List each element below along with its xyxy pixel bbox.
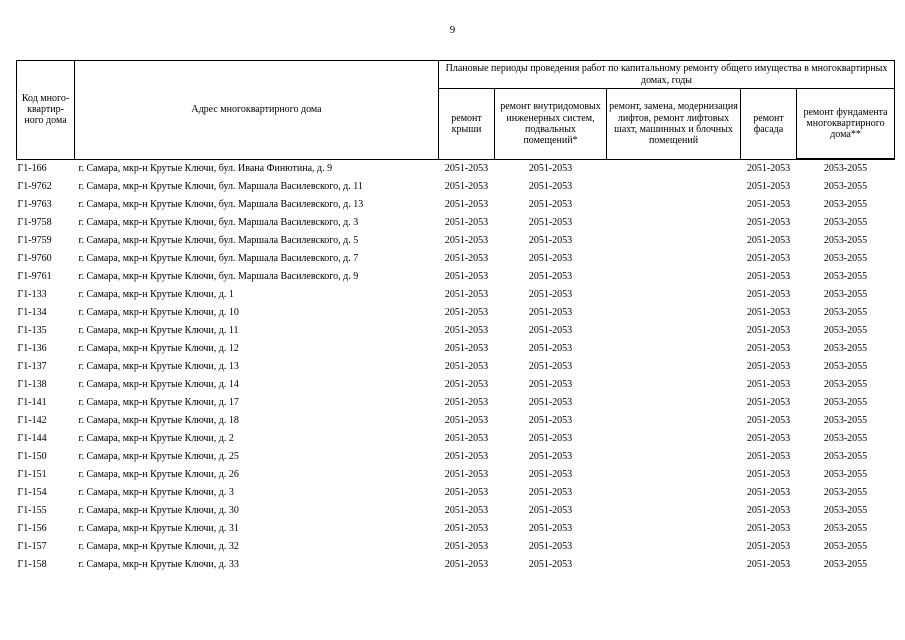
cell-roof: 2051-2053 — [444, 469, 489, 481]
cell-elevators — [607, 322, 741, 340]
cell-systems: 2051-2053 — [528, 199, 573, 211]
cell-foundation: 2053-2055 — [823, 397, 868, 409]
cell-code: Г1-154 — [17, 487, 47, 499]
table-row — [17, 159, 895, 178]
cell-elevators — [607, 304, 741, 322]
cell-systems: 2051-2053 — [528, 523, 573, 535]
table-row — [17, 466, 895, 484]
cell-address: г. Самара, мкр-н Крутые Ключи, д. 18 — [78, 415, 239, 427]
cell-roof: 2051-2053 — [444, 433, 489, 445]
cell-address: г. Самара, мкр-н Крутые Ключи, д. 17 — [78, 397, 239, 409]
cell-facade: 2051-2053 — [746, 505, 791, 517]
cell-code: Г1-150 — [17, 451, 47, 463]
cell-code: Г1-142 — [17, 415, 47, 427]
cell-code: Г1-157 — [17, 541, 47, 553]
cell-foundation: 2053-2055 — [823, 361, 868, 373]
cell-address: г. Самара, мкр-н Крутые Ключи, д. 31 — [78, 523, 239, 535]
cell-code: Г1-9763 — [17, 199, 52, 211]
cell-facade: 2051-2053 — [746, 343, 791, 355]
cell-roof: 2051-2053 — [444, 559, 489, 571]
cell-facade: 2051-2053 — [746, 361, 791, 373]
cell-facade: 2051-2053 — [746, 325, 791, 337]
table-row — [17, 304, 895, 322]
cell-facade: 2051-2053 — [746, 271, 791, 283]
cell-address: г. Самара, мкр-н Крутые Ключи, бул. Маршала Василевского, д. 3 — [78, 217, 359, 229]
cell-code: Г1-133 — [17, 289, 47, 301]
cell-elevators — [607, 394, 741, 412]
cell-facade: 2051-2053 — [746, 559, 791, 571]
cell-systems: 2051-2053 — [528, 487, 573, 499]
cell-address: г. Самара, мкр-н Крутые Ключи, д. 3 — [78, 487, 234, 499]
cell-foundation: 2053-2055 — [823, 541, 868, 553]
cell-systems: 2051-2053 — [528, 253, 573, 265]
cell-foundation: 2053-2055 — [823, 415, 868, 427]
cell-address: г. Самара, мкр-н Крутые Ключи, д. 13 — [78, 361, 239, 373]
cell-facade: 2051-2053 — [746, 451, 791, 463]
cell-roof: 2051-2053 — [444, 451, 489, 463]
cell-foundation: 2053-2055 — [823, 199, 868, 211]
cell-facade: 2051-2053 — [746, 163, 791, 175]
cell-facade: 2051-2053 — [746, 307, 791, 319]
cell-address: г. Самара, мкр-н Крутые Ключи, д. 12 — [78, 343, 239, 355]
table-row — [17, 394, 895, 412]
cell-roof: 2051-2053 — [444, 505, 489, 517]
header-roof: ремонт крыши — [439, 89, 495, 160]
cell-elevators — [607, 358, 741, 376]
cell-elevators — [607, 250, 741, 268]
cell-elevators — [607, 538, 741, 556]
cell-roof: 2051-2053 — [444, 397, 489, 409]
cell-code: Г1-9761 — [17, 271, 52, 283]
cell-roof: 2051-2053 — [444, 289, 489, 301]
cell-facade: 2051-2053 — [746, 379, 791, 391]
cell-systems: 2051-2053 — [528, 397, 573, 409]
cell-code: Г1-134 — [17, 307, 47, 319]
capital-repair-table — [16, 60, 895, 574]
cell-roof: 2051-2053 — [444, 181, 489, 193]
cell-elevators — [607, 430, 741, 448]
cell-systems: 2051-2053 — [528, 289, 573, 301]
cell-systems: 2051-2053 — [528, 559, 573, 571]
cell-foundation: 2053-2055 — [823, 253, 868, 265]
table-body — [17, 159, 895, 574]
cell-address: г. Самара, мкр-н Крутые Ключи, д. 2 — [78, 433, 234, 445]
table-row — [17, 376, 895, 394]
table-row — [17, 358, 895, 376]
cell-address: г. Самара, мкр-н Крутые Ключи, д. 32 — [78, 541, 239, 553]
cell-roof: 2051-2053 — [444, 271, 489, 283]
cell-roof: 2051-2053 — [444, 541, 489, 553]
cell-roof: 2051-2053 — [444, 343, 489, 355]
cell-elevators — [607, 268, 741, 286]
cell-code: Г1-9760 — [17, 253, 52, 265]
cell-code: Г1-137 — [17, 361, 47, 373]
cell-foundation: 2053-2055 — [823, 325, 868, 337]
cell-systems: 2051-2053 — [528, 235, 573, 247]
cell-roof: 2051-2053 — [444, 199, 489, 211]
cell-roof: 2051-2053 — [444, 487, 489, 499]
cell-systems: 2051-2053 — [528, 217, 573, 229]
cell-code: Г1-136 — [17, 343, 47, 355]
cell-systems: 2051-2053 — [528, 469, 573, 481]
cell-code: Г1-158 — [17, 559, 47, 571]
cell-code: Г1-141 — [17, 397, 47, 409]
table-row — [17, 322, 895, 340]
table-row — [17, 250, 895, 268]
cell-facade: 2051-2053 — [746, 397, 791, 409]
cell-foundation: 2053-2055 — [823, 307, 868, 319]
cell-foundation: 2053-2055 — [823, 217, 868, 229]
table-row — [17, 214, 895, 232]
cell-systems: 2051-2053 — [528, 451, 573, 463]
table-row — [17, 520, 895, 538]
cell-facade: 2051-2053 — [746, 541, 791, 553]
table-row — [17, 340, 895, 358]
page-number: 9 — [449, 24, 456, 36]
cell-systems: 2051-2053 — [528, 181, 573, 193]
cell-elevators — [607, 159, 741, 178]
cell-address: г. Самара, мкр-н Крутые Ключи, д. 30 — [78, 505, 239, 517]
cell-facade: 2051-2053 — [746, 469, 791, 481]
cell-roof: 2051-2053 — [444, 523, 489, 535]
cell-elevators — [607, 556, 741, 574]
table-row — [17, 484, 895, 502]
cell-systems: 2051-2053 — [528, 271, 573, 283]
cell-address: г. Самара, мкр-н Крутые Ключи, д. 11 — [78, 325, 239, 337]
table-row — [17, 286, 895, 304]
cell-systems: 2051-2053 — [528, 343, 573, 355]
header-elevators: ремонт, замена, модернизация лифтов, ремонт лифтовых шахт, машинных и блочных помещений — [607, 89, 741, 160]
header-foundation: ремонт фундамента многоквартирного дома** — [797, 89, 895, 160]
cell-roof: 2051-2053 — [444, 307, 489, 319]
header-address: Адрес многоквартирного дома — [75, 61, 439, 160]
cell-systems: 2051-2053 — [528, 163, 573, 175]
cell-elevators — [607, 214, 741, 232]
cell-elevators — [607, 484, 741, 502]
cell-roof: 2051-2053 — [444, 163, 489, 175]
header-systems: ремонт внутридомовых инженерных систем, подвальных помещений* — [495, 89, 607, 160]
cell-facade: 2051-2053 — [746, 199, 791, 211]
cell-facade: 2051-2053 — [746, 523, 791, 535]
cell-roof: 2051-2053 — [444, 253, 489, 265]
cell-code: Г1-166 — [17, 163, 47, 175]
cell-code: Г1-144 — [17, 433, 47, 445]
cell-roof: 2051-2053 — [444, 235, 489, 247]
cell-elevators — [607, 448, 741, 466]
cell-systems: 2051-2053 — [528, 505, 573, 517]
cell-foundation: 2053-2055 — [823, 235, 868, 247]
cell-facade: 2051-2053 — [746, 487, 791, 499]
table-row — [17, 178, 895, 196]
cell-systems: 2051-2053 — [528, 541, 573, 553]
cell-foundation: 2053-2055 — [823, 469, 868, 481]
cell-foundation: 2053-2055 — [823, 379, 868, 391]
cell-elevators — [607, 502, 741, 520]
cell-elevators — [607, 178, 741, 196]
cell-facade: 2051-2053 — [746, 415, 791, 427]
cell-code: Г1-9762 — [17, 181, 52, 193]
cell-code: Г1-151 — [17, 469, 47, 481]
cell-systems: 2051-2053 — [528, 433, 573, 445]
cell-facade: 2051-2053 — [746, 235, 791, 247]
cell-roof: 2051-2053 — [444, 217, 489, 229]
cell-address: г. Самара, мкр-н Крутые Ключи, д. 1 — [78, 289, 234, 301]
cell-foundation: 2053-2055 — [823, 559, 868, 571]
cell-elevators — [607, 196, 741, 214]
cell-elevators — [607, 340, 741, 358]
cell-foundation: 2053-2055 — [823, 523, 868, 535]
header-code: Код много-квартир-ного дома — [17, 61, 75, 160]
cell-address: г. Самара, мкр-н Крутые Ключи, д. 26 — [78, 469, 239, 481]
cell-address: г. Самара, мкр-н Крутые Ключи, бул. Ивана Финютина, д. 9 — [78, 163, 333, 175]
cell-code: Г1-9759 — [17, 235, 52, 247]
table-row — [17, 430, 895, 448]
cell-address: г. Самара, мкр-н Крутые Ключи, бул. Маршала Василевского, д. 9 — [78, 271, 359, 283]
cell-elevators — [607, 376, 741, 394]
cell-facade: 2051-2053 — [746, 181, 791, 193]
table-row — [17, 502, 895, 520]
cell-address: г. Самара, мкр-н Крутые Ключи, д. 14 — [78, 379, 239, 391]
cell-address: г. Самара, мкр-н Крутые Ключи, бул. Маршала Василевского, д. 7 — [78, 253, 359, 265]
table-row — [17, 268, 895, 286]
cell-facade: 2051-2053 — [746, 253, 791, 265]
cell-elevators — [607, 520, 741, 538]
cell-code: Г1-135 — [17, 325, 47, 337]
cell-foundation: 2053-2055 — [823, 181, 868, 193]
cell-code: Г1-155 — [17, 505, 47, 517]
cell-systems: 2051-2053 — [528, 325, 573, 337]
cell-elevators — [607, 466, 741, 484]
cell-elevators — [607, 412, 741, 430]
cell-address: г. Самара, мкр-н Крутые Ключи, д. 10 — [78, 307, 239, 319]
header-periods: Плановые периоды проведения работ по капитальному ремонту общего имущества в многоквартирных домах, годы — [439, 61, 895, 89]
cell-address: г. Самара, мкр-н Крутые Ключи, д. 25 — [78, 451, 239, 463]
cell-foundation: 2053-2055 — [823, 343, 868, 355]
cell-systems: 2051-2053 — [528, 361, 573, 373]
cell-elevators — [607, 286, 741, 304]
cell-address: г. Самара, мкр-н Крутые Ключи, бул. Маршала Василевского, д. 13 — [78, 199, 364, 211]
cell-roof: 2051-2053 — [444, 325, 489, 337]
cell-facade: 2051-2053 — [746, 217, 791, 229]
table-row — [17, 538, 895, 556]
cell-elevators — [607, 232, 741, 250]
cell-code: Г1-138 — [17, 379, 47, 391]
header-facade: ремонт фасада — [741, 89, 797, 160]
cell-systems: 2051-2053 — [528, 379, 573, 391]
cell-address: г. Самара, мкр-н Крутые Ключи, бул. Маршала Василевского, д. 5 — [78, 235, 359, 247]
cell-foundation: 2053-2055 — [823, 433, 868, 445]
cell-facade: 2051-2053 — [746, 289, 791, 301]
cell-roof: 2051-2053 — [444, 415, 489, 427]
cell-address: г. Самара, мкр-н Крутые Ключи, д. 33 — [78, 559, 239, 571]
cell-foundation: 2053-2055 — [823, 451, 868, 463]
cell-roof: 2051-2053 — [444, 361, 489, 373]
cell-foundation: 2053-2055 — [823, 289, 868, 301]
cell-systems: 2051-2053 — [528, 307, 573, 319]
cell-foundation: 2053-2055 — [823, 505, 868, 517]
table-row — [17, 556, 895, 574]
table-row — [17, 232, 895, 250]
cell-facade: 2051-2053 — [746, 433, 791, 445]
table-row — [17, 196, 895, 214]
cell-foundation: 2053-2055 — [823, 487, 868, 499]
cell-code: Г1-156 — [17, 523, 47, 535]
cell-foundation: 2053-2055 — [823, 271, 868, 283]
cell-address: г. Самара, мкр-н Крутые Ключи, бул. Маршала Василевского, д. 11 — [78, 181, 363, 193]
cell-foundation: 2053-2055 — [823, 163, 868, 175]
cell-code: Г1-9758 — [17, 217, 52, 229]
table-row — [17, 448, 895, 466]
cell-systems: 2051-2053 — [528, 415, 573, 427]
cell-roof: 2051-2053 — [444, 379, 489, 391]
table-row — [17, 412, 895, 430]
